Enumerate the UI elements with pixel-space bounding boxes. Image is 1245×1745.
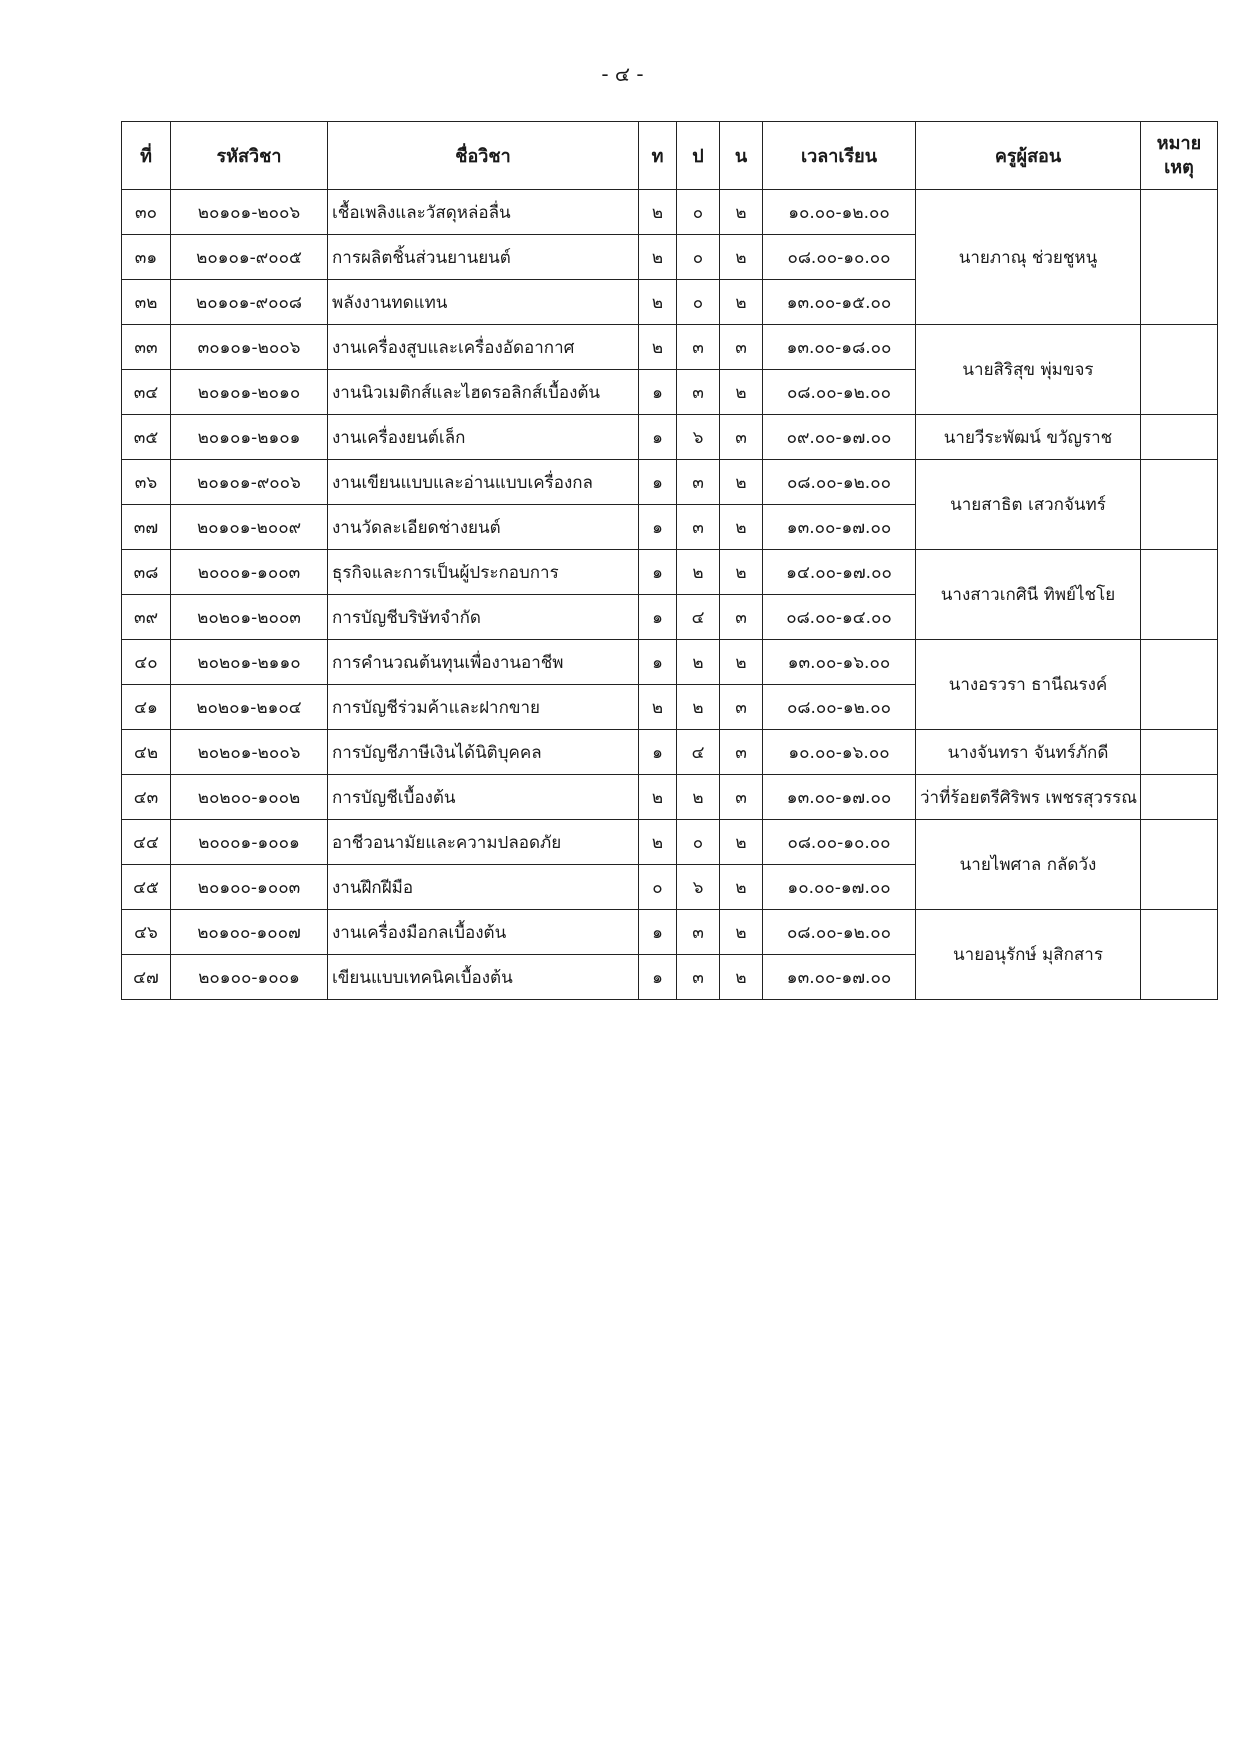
row-number: ๓๑	[122, 235, 171, 280]
remark-cell	[1141, 550, 1218, 640]
class-time: ๑๐.๐๐-๑๖.๐๐	[763, 730, 916, 775]
teacher-name: นายไพศาล กลัดวัง	[916, 820, 1141, 910]
course-name: งานนิวเมติกส์และไฮดรอลิกส์เบื้องต้น	[328, 370, 639, 415]
remark-cell	[1141, 460, 1218, 550]
credits: ๒	[720, 280, 763, 325]
row-number: ๓๓	[122, 325, 171, 370]
course-code: ๒๐๑๐๑-๒๑๐๑	[171, 415, 328, 460]
table-row	[122, 325, 1218, 370]
header-name: ชื่อวิชา	[328, 122, 639, 190]
credits: ๒	[720, 505, 763, 550]
remark-cell	[1141, 190, 1218, 325]
theory-hours: ๑	[639, 550, 677, 595]
course-name: งานเขียนแบบและอ่านแบบเครื่องกล	[328, 460, 639, 505]
practice-hours: ๓	[677, 460, 720, 505]
page-number: - ๔ -	[601, 62, 644, 86]
credits: ๒	[720, 550, 763, 595]
theory-hours: ๑	[639, 730, 677, 775]
practice-hours: ๒	[677, 640, 720, 685]
theory-hours: ๒	[639, 235, 677, 280]
row-number: ๔๓	[122, 775, 171, 820]
table-row	[122, 190, 1218, 235]
class-time: ๑๐.๐๐-๑๒.๐๐	[763, 190, 916, 235]
course-name: อาชีวอนามัยและความปลอดภัย	[328, 820, 639, 865]
remark-cell	[1141, 910, 1218, 1000]
credits: ๓	[720, 775, 763, 820]
theory-hours: ๑	[639, 415, 677, 460]
course-name: พลังงานทดแทน	[328, 280, 639, 325]
row-number: ๔๕	[122, 865, 171, 910]
header-time: เวลาเรียน	[763, 122, 916, 190]
theory-hours: ๒	[639, 685, 677, 730]
class-time: ๑๔.๐๐-๑๗.๐๐	[763, 550, 916, 595]
course-name: การบัญชีร่วมค้าและฝากขาย	[328, 685, 639, 730]
header-remark-line1: หมาย	[1156, 132, 1202, 154]
course-name: การบัญชีบริษัทจำกัด	[328, 595, 639, 640]
course-name: งานเครื่องมือกลเบื้องต้น	[328, 910, 639, 955]
credits: ๒	[720, 235, 763, 280]
row-number: ๔๒	[122, 730, 171, 775]
class-time: ๐๘.๐๐-๑๒.๐๐	[763, 460, 916, 505]
header-remark	[1141, 122, 1218, 190]
row-number: ๓๘	[122, 550, 171, 595]
course-name: เชื้อเพลิงและวัสดุหล่อลื่น	[328, 190, 639, 235]
class-time: ๐๘.๐๐-๑๔.๐๐	[763, 595, 916, 640]
course-code: ๒๐๑๐๑-๙๐๐๖	[171, 460, 328, 505]
class-time: ๐๘.๐๐-๑๒.๐๐	[763, 685, 916, 730]
credits: ๓	[720, 685, 763, 730]
practice-hours: ๒	[677, 775, 720, 820]
practice-hours: ๐	[677, 235, 720, 280]
table-row	[122, 550, 1218, 595]
credits: ๓	[720, 730, 763, 775]
teacher-name: นายภาณุ ช่วยชูหนู	[916, 190, 1141, 325]
practice-hours: ๓	[677, 505, 720, 550]
table-row	[122, 910, 1218, 955]
credits: ๒	[720, 910, 763, 955]
row-number: ๔๐	[122, 640, 171, 685]
teacher-name: นายอนุรักษ์ มุสิกสาร	[916, 910, 1141, 1000]
remark-cell	[1141, 730, 1218, 775]
theory-hours: ๑	[639, 640, 677, 685]
row-number: ๓๕	[122, 415, 171, 460]
course-name: การคำนวณต้นทุนเพื่องานอาชีพ	[328, 640, 639, 685]
credits: ๒	[720, 640, 763, 685]
course-name: การบัญชีภาษีเงินได้นิติบุคคล	[328, 730, 639, 775]
theory-hours: ๑	[639, 910, 677, 955]
theory-hours: ๐	[639, 865, 677, 910]
class-time: ๑๓.๐๐-๑๕.๐๐	[763, 280, 916, 325]
class-time: ๑๓.๐๐-๑๗.๐๐	[763, 505, 916, 550]
practice-hours: ๓	[677, 370, 720, 415]
teacher-name: นางอรวรา ธานีณรงค์	[916, 640, 1141, 730]
course-name: ธุรกิจและการเป็นผู้ประกอบการ	[328, 550, 639, 595]
theory-hours: ๑	[639, 370, 677, 415]
course-code: ๒๐๐๐๑-๑๐๐๑	[171, 820, 328, 865]
row-number: ๓๖	[122, 460, 171, 505]
course-code: ๒๐๑๐๑-๒๐๐๖	[171, 190, 328, 235]
row-number: ๓๐	[122, 190, 171, 235]
class-time: ๐๘.๐๐-๑๐.๐๐	[763, 235, 916, 280]
practice-hours: ๐	[677, 280, 720, 325]
row-number: ๓๒	[122, 280, 171, 325]
teacher-name: ว่าที่ร้อยตรีศิริพร เพชรสุวรรณ	[916, 775, 1141, 820]
row-number: ๓๙	[122, 595, 171, 640]
course-code: ๒๐๑๐๑-๒๐๐๙	[171, 505, 328, 550]
credits: ๒	[720, 190, 763, 235]
theory-hours: ๑	[639, 595, 677, 640]
practice-hours: ๔	[677, 595, 720, 640]
teacher-name: นายสิริสุข พุ่มขจร	[916, 325, 1141, 415]
table-row	[122, 460, 1218, 505]
practice-hours: ๓	[677, 955, 720, 1000]
header-credit: น	[720, 122, 763, 190]
course-code: ๒๐๑๐๐-๑๐๐๓	[171, 865, 328, 910]
practice-hours: ๖	[677, 415, 720, 460]
course-name: งานวัดละเอียดช่างยนต์	[328, 505, 639, 550]
course-code: ๓๐๑๐๑-๒๐๐๖	[171, 325, 328, 370]
practice-hours: ๐	[677, 190, 720, 235]
course-name: เขียนแบบเทคนิคเบื้องต้น	[328, 955, 639, 1000]
class-time: ๐๘.๐๐-๑๒.๐๐	[763, 910, 916, 955]
teacher-name: นางสาวเกศินี ทิพย์ไชโย	[916, 550, 1141, 640]
credits: ๒	[720, 955, 763, 1000]
class-time: ๐๘.๐๐-๑๒.๐๐	[763, 370, 916, 415]
row-number: ๔๑	[122, 685, 171, 730]
credits: ๒	[720, 865, 763, 910]
course-code: ๒๐๒๐๑-๒๐๐๓	[171, 595, 328, 640]
header-row	[122, 122, 1218, 190]
practice-hours: ๓	[677, 910, 720, 955]
course-code: ๒๐๒๐๑-๒๑๐๔	[171, 685, 328, 730]
course-name: การบัญชีเบื้องต้น	[328, 775, 639, 820]
row-number: ๔๗	[122, 955, 171, 1000]
course-name: งานเครื่องยนต์เล็ก	[328, 415, 639, 460]
course-code: ๒๐๒๐๑-๒๑๑๐	[171, 640, 328, 685]
theory-hours: ๒	[639, 325, 677, 370]
header-teacher: ครูผู้สอน	[916, 122, 1141, 190]
course-code: ๒๐๑๐๑-๙๐๐๘	[171, 280, 328, 325]
theory-hours: ๑	[639, 460, 677, 505]
practice-hours: ๔	[677, 730, 720, 775]
class-time: ๐๘.๐๐-๑๐.๐๐	[763, 820, 916, 865]
table-row	[122, 640, 1218, 685]
theory-hours: ๑	[639, 955, 677, 1000]
theory-hours: ๒	[639, 775, 677, 820]
course-code: ๒๐๑๐๐-๑๐๐๗	[171, 910, 328, 955]
course-code: ๒๐๒๐๐-๑๐๐๒	[171, 775, 328, 820]
course-code: ๒๐๐๐๑-๑๐๐๓	[171, 550, 328, 595]
teacher-name: นางจันทรา จันทร์ภักดี	[916, 730, 1141, 775]
practice-hours: ๒	[677, 685, 720, 730]
remark-cell	[1141, 640, 1218, 730]
course-name: งานฝึกฝีมือ	[328, 865, 639, 910]
table-row	[122, 415, 1218, 460]
teacher-name: นายวีระพัฒน์ ขวัญราช	[916, 415, 1141, 460]
theory-hours: ๒	[639, 280, 677, 325]
course-name: งานเครื่องสูบและเครื่องอัดอากาศ	[328, 325, 639, 370]
course-schedule-table	[121, 121, 1218, 1000]
row-number: ๓๗	[122, 505, 171, 550]
remark-cell	[1141, 775, 1218, 820]
course-code: ๒๐๒๐๑-๒๐๐๖	[171, 730, 328, 775]
row-number: ๔๖	[122, 910, 171, 955]
practice-hours: ๐	[677, 820, 720, 865]
credits: ๒	[720, 370, 763, 415]
remark-cell	[1141, 415, 1218, 460]
course-code: ๒๐๑๐๑-๙๐๐๕	[171, 235, 328, 280]
header-theory: ท	[639, 122, 677, 190]
class-time: ๑๓.๐๐-๑๗.๐๐	[763, 775, 916, 820]
credits: ๓	[720, 595, 763, 640]
header-code: รหัสวิชา	[171, 122, 328, 190]
class-time: ๑๐.๐๐-๑๗.๐๐	[763, 865, 916, 910]
teacher-name: นายสาธิต เสวกจันทร์	[916, 460, 1141, 550]
class-time: ๑๓.๐๐-๑๗.๐๐	[763, 955, 916, 1000]
practice-hours: ๖	[677, 865, 720, 910]
credits: ๓	[720, 325, 763, 370]
theory-hours: ๒	[639, 190, 677, 235]
header-remark-line2: เหตุ	[1164, 156, 1194, 178]
theory-hours: ๒	[639, 820, 677, 865]
class-time: ๑๓.๐๐-๑๖.๐๐	[763, 640, 916, 685]
header-no: ที่	[122, 122, 171, 190]
table-row	[122, 730, 1218, 775]
class-time: ๐๙.๐๐-๑๗.๐๐	[763, 415, 916, 460]
header-practice: ป	[677, 122, 720, 190]
row-number: ๔๔	[122, 820, 171, 865]
theory-hours: ๑	[639, 505, 677, 550]
row-number: ๓๔	[122, 370, 171, 415]
practice-hours: ๓	[677, 325, 720, 370]
credits: ๒	[720, 460, 763, 505]
course-name: การผลิตชิ้นส่วนยานยนต์	[328, 235, 639, 280]
remark-cell	[1141, 325, 1218, 415]
class-time: ๑๓.๐๐-๑๘.๐๐	[763, 325, 916, 370]
table-row	[122, 775, 1218, 820]
remark-cell	[1141, 820, 1218, 910]
table-row	[122, 820, 1218, 865]
course-code: ๒๐๑๐๐-๑๐๐๑	[171, 955, 328, 1000]
practice-hours: ๒	[677, 550, 720, 595]
credits: ๒	[720, 820, 763, 865]
credits: ๓	[720, 415, 763, 460]
course-code: ๒๐๑๐๑-๒๐๑๐	[171, 370, 328, 415]
